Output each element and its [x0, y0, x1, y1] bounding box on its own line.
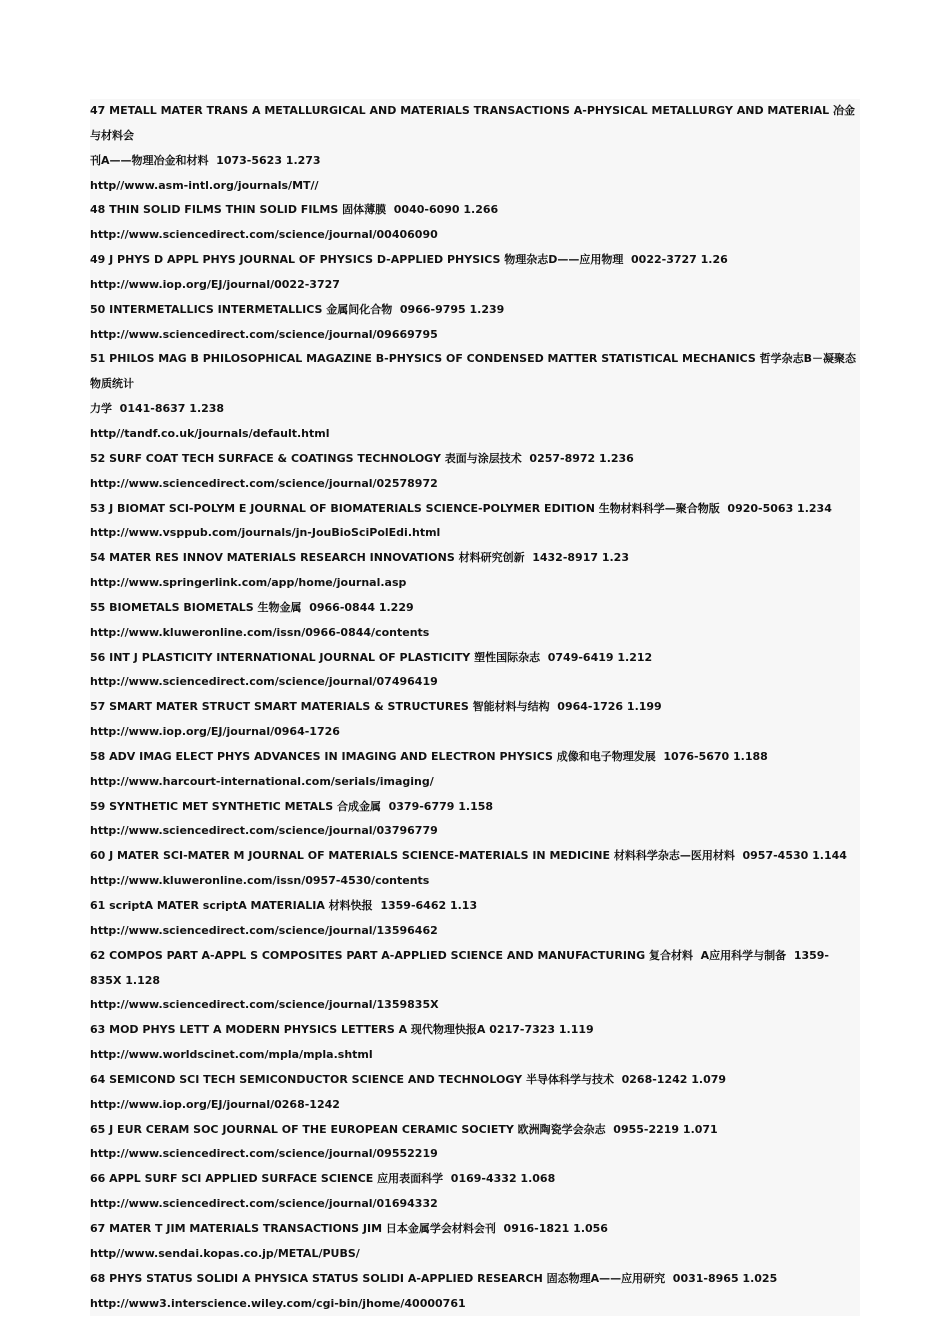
entry-62-url: http://www.sciencedirect.com/science/journal/1359835X — [90, 998, 439, 1012]
entry-67-url: http//www.sendai.kopas.co.jp/METAL/PUBS/ — [90, 1246, 360, 1260]
entry-53-title: 53 J BIOMAT SCI-POLYM E JOURNAL OF BIOMATERIALS SCIENCE-POLYMER EDITION 生物材料科学—聚合物版 0920-5063 1.234 — [90, 501, 832, 515]
entry-53-url: http://www.vsppub.com/journals/jn-JouBioSciPolEdi.html — [90, 526, 441, 540]
entry-67-title: 67 MATER T JIM MATERIALS TRANSACTIONS JIM 日本金属学会材料会刊 0916-1821 1.056 — [90, 1221, 608, 1235]
entry-63-url: http://www.worldscinet.com/mpla/mpla.shtml — [90, 1048, 373, 1062]
entry-55-title: 55 BIOMETALS BIOMETALS 生物金属 0966-0844 1.229 — [90, 600, 414, 614]
entry-54-title: 54 MATER RES INNOV MATERIALS RESEARCH INNOVATIONS 材料研究创新 1432-8917 1.23 — [90, 551, 629, 565]
entry-68-title: 68 PHYS STATUS SOLIDI A PHYSICA STATUS SOLIDI A-APPLIED RESEARCH 固态物理A——应用研究 0031-8965 1.025 — [90, 1271, 778, 1285]
document-body — [90, 99, 860, 1316]
entry-47-title-cont: 刊A——物理冶金和材料 1073-5623 1.273 — [90, 153, 321, 167]
entry-57-url: http://www.iop.org/EJ/journal/0964-1726 — [90, 725, 340, 739]
entry-49-url: http://www.iop.org/EJ/journal/0022-3727 — [90, 277, 340, 291]
entry-51-title-cont: 力学 0141-8637 1.238 — [90, 402, 225, 416]
entry-47-url: http//www.asm-intl.org/journals/MT// — [90, 178, 319, 192]
entry-63-title: 63 MOD PHYS LETT A MODERN PHYSICS LETTERS A 现代物理快报A 0217-7323 1.119 — [90, 1023, 594, 1037]
entry-62-title: 62 COMPOS PART A-APPL S COMPOSITES PART A-APPLIED SCIENCE AND MANUFACTURING 复合材料 A应用科学与制备 1359-835X 1.128 — [90, 948, 830, 987]
entry-61-url: http://www.sciencedirect.com/science/journal/13596462 — [90, 923, 438, 937]
entry-52-title: 52 SURF COAT TECH SURFACE & COATINGS TECHNOLOGY 表面与涂层技术 0257-8972 1.236 — [90, 451, 634, 465]
entry-64-url: http://www.iop.org/EJ/journal/0268-1242 — [90, 1097, 340, 1111]
entry-48-title: 48 THIN SOLID FILMS THIN SOLID FILMS 固体薄膜 0040-6090 1.266 — [90, 203, 499, 217]
entry-50-title: 50 INTERMETALLICS INTERMETALLICS 金属间化合物 0966-9795 1.239 — [90, 302, 505, 316]
entry-65-title: 65 J EUR CERAM SOC JOURNAL OF THE EUROPEAN CERAMIC SOCIETY 欧洲陶瓷学会杂志 0955-2219 1.071 — [90, 1122, 718, 1136]
entry-54-url: http://www.springerlink.com/app/home/journal.asp — [90, 576, 407, 590]
entry-60-title: 60 J MATER SCI-MATER M JOURNAL OF MATERIALS SCIENCE-MATERIALS IN MEDICINE 材料科学杂志—医用材料 0957-4530 1.144 — [90, 849, 847, 863]
entry-66-url: http://www.sciencedirect.com/science/journal/01694332 — [90, 1197, 438, 1211]
entry-48-url: http://www.sciencedirect.com/science/journal/00406090 — [90, 228, 438, 242]
entry-68-url: http://www3.interscience.wiley.com/cgi-bin/jhome/40000761 — [90, 1296, 466, 1310]
entry-61-title: 61 scriptA MATER scriptA MATERIALIA 材料快报 1359-6462 1.13 — [90, 899, 478, 912]
entry-52-url: http://www.sciencedirect.com/science/journal/02578972 — [90, 476, 438, 490]
entry-58-url: http://www.harcourt-international.com/serials/imaging/ — [90, 774, 434, 788]
entry-51-url: http//tandf.co.uk/journals/default.html — [90, 426, 330, 440]
entry-57-title: 57 SMART MATER STRUCT SMART MATERIALS & STRUCTURES 智能材料与结构 0964-1726 1.199 — [90, 700, 662, 714]
entry-56-url: http://www.sciencedirect.com/science/journal/07496419 — [90, 675, 438, 689]
entry-58-title: 58 ADV IMAG ELECT PHYS ADVANCES IN IMAGING AND ELECTRON PHYSICS 成像和电子物理发展 1076-5670 1.188 — [90, 749, 768, 763]
entry-56-title: 56 INT J PLASTICITY INTERNATIONAL JOURNAL OF PLASTICITY 塑性国际杂志 0749-6419 1.212 — [90, 650, 653, 664]
entry-64-title: 64 SEMICOND SCI TECH SEMICONDUCTOR SCIENCE AND TECHNOLOGY 半导体科学与技术 0268-1242 1.079 — [90, 1072, 727, 1086]
entry-59-url: http://www.sciencedirect.com/science/journal/03796779 — [90, 824, 438, 838]
entry-51-title: 51 PHILOS MAG B PHILOSOPHICAL MAGAZINE B-PHYSICS OF CONDENSED MATTER STATISTICAL MECHANICS 哲学杂志B－凝聚态物质统计 — [90, 352, 856, 391]
entry-50-url: http://www.sciencedirect.com/science/journal/09669795 — [90, 327, 438, 341]
entry-59-title: 59 SYNTHETIC MET SYNTHETIC METALS 合成金属 0379-6779 1.158 — [90, 799, 494, 813]
entry-47-title: 47 METALL MATER TRANS A METALLURGICAL AND MATERIALS TRANSACTIONS A-PHYSICAL METALLURGY AND MATERIAL 冶金与材料会 — [90, 104, 855, 142]
entry-49-title: 49 J PHYS D APPL PHYS JOURNAL OF PHYSICS D-APPLIED PHYSICS 物理杂志D——应用物理 0022-3727 1.26 — [90, 253, 728, 267]
entry-60-url: http://www.kluweronline.com/issn/0957-4530/contents — [90, 874, 430, 888]
entry-55-url: http://www.kluweronline.com/issn/0966-0844/contents — [90, 625, 430, 639]
entry-66-title: 66 APPL SURF SCI APPLIED SURFACE SCIENCE 应用表面科学 0169-4332 1.068 — [90, 1172, 556, 1186]
entry-65-url: http://www.sciencedirect.com/science/journal/09552219 — [90, 1147, 438, 1161]
